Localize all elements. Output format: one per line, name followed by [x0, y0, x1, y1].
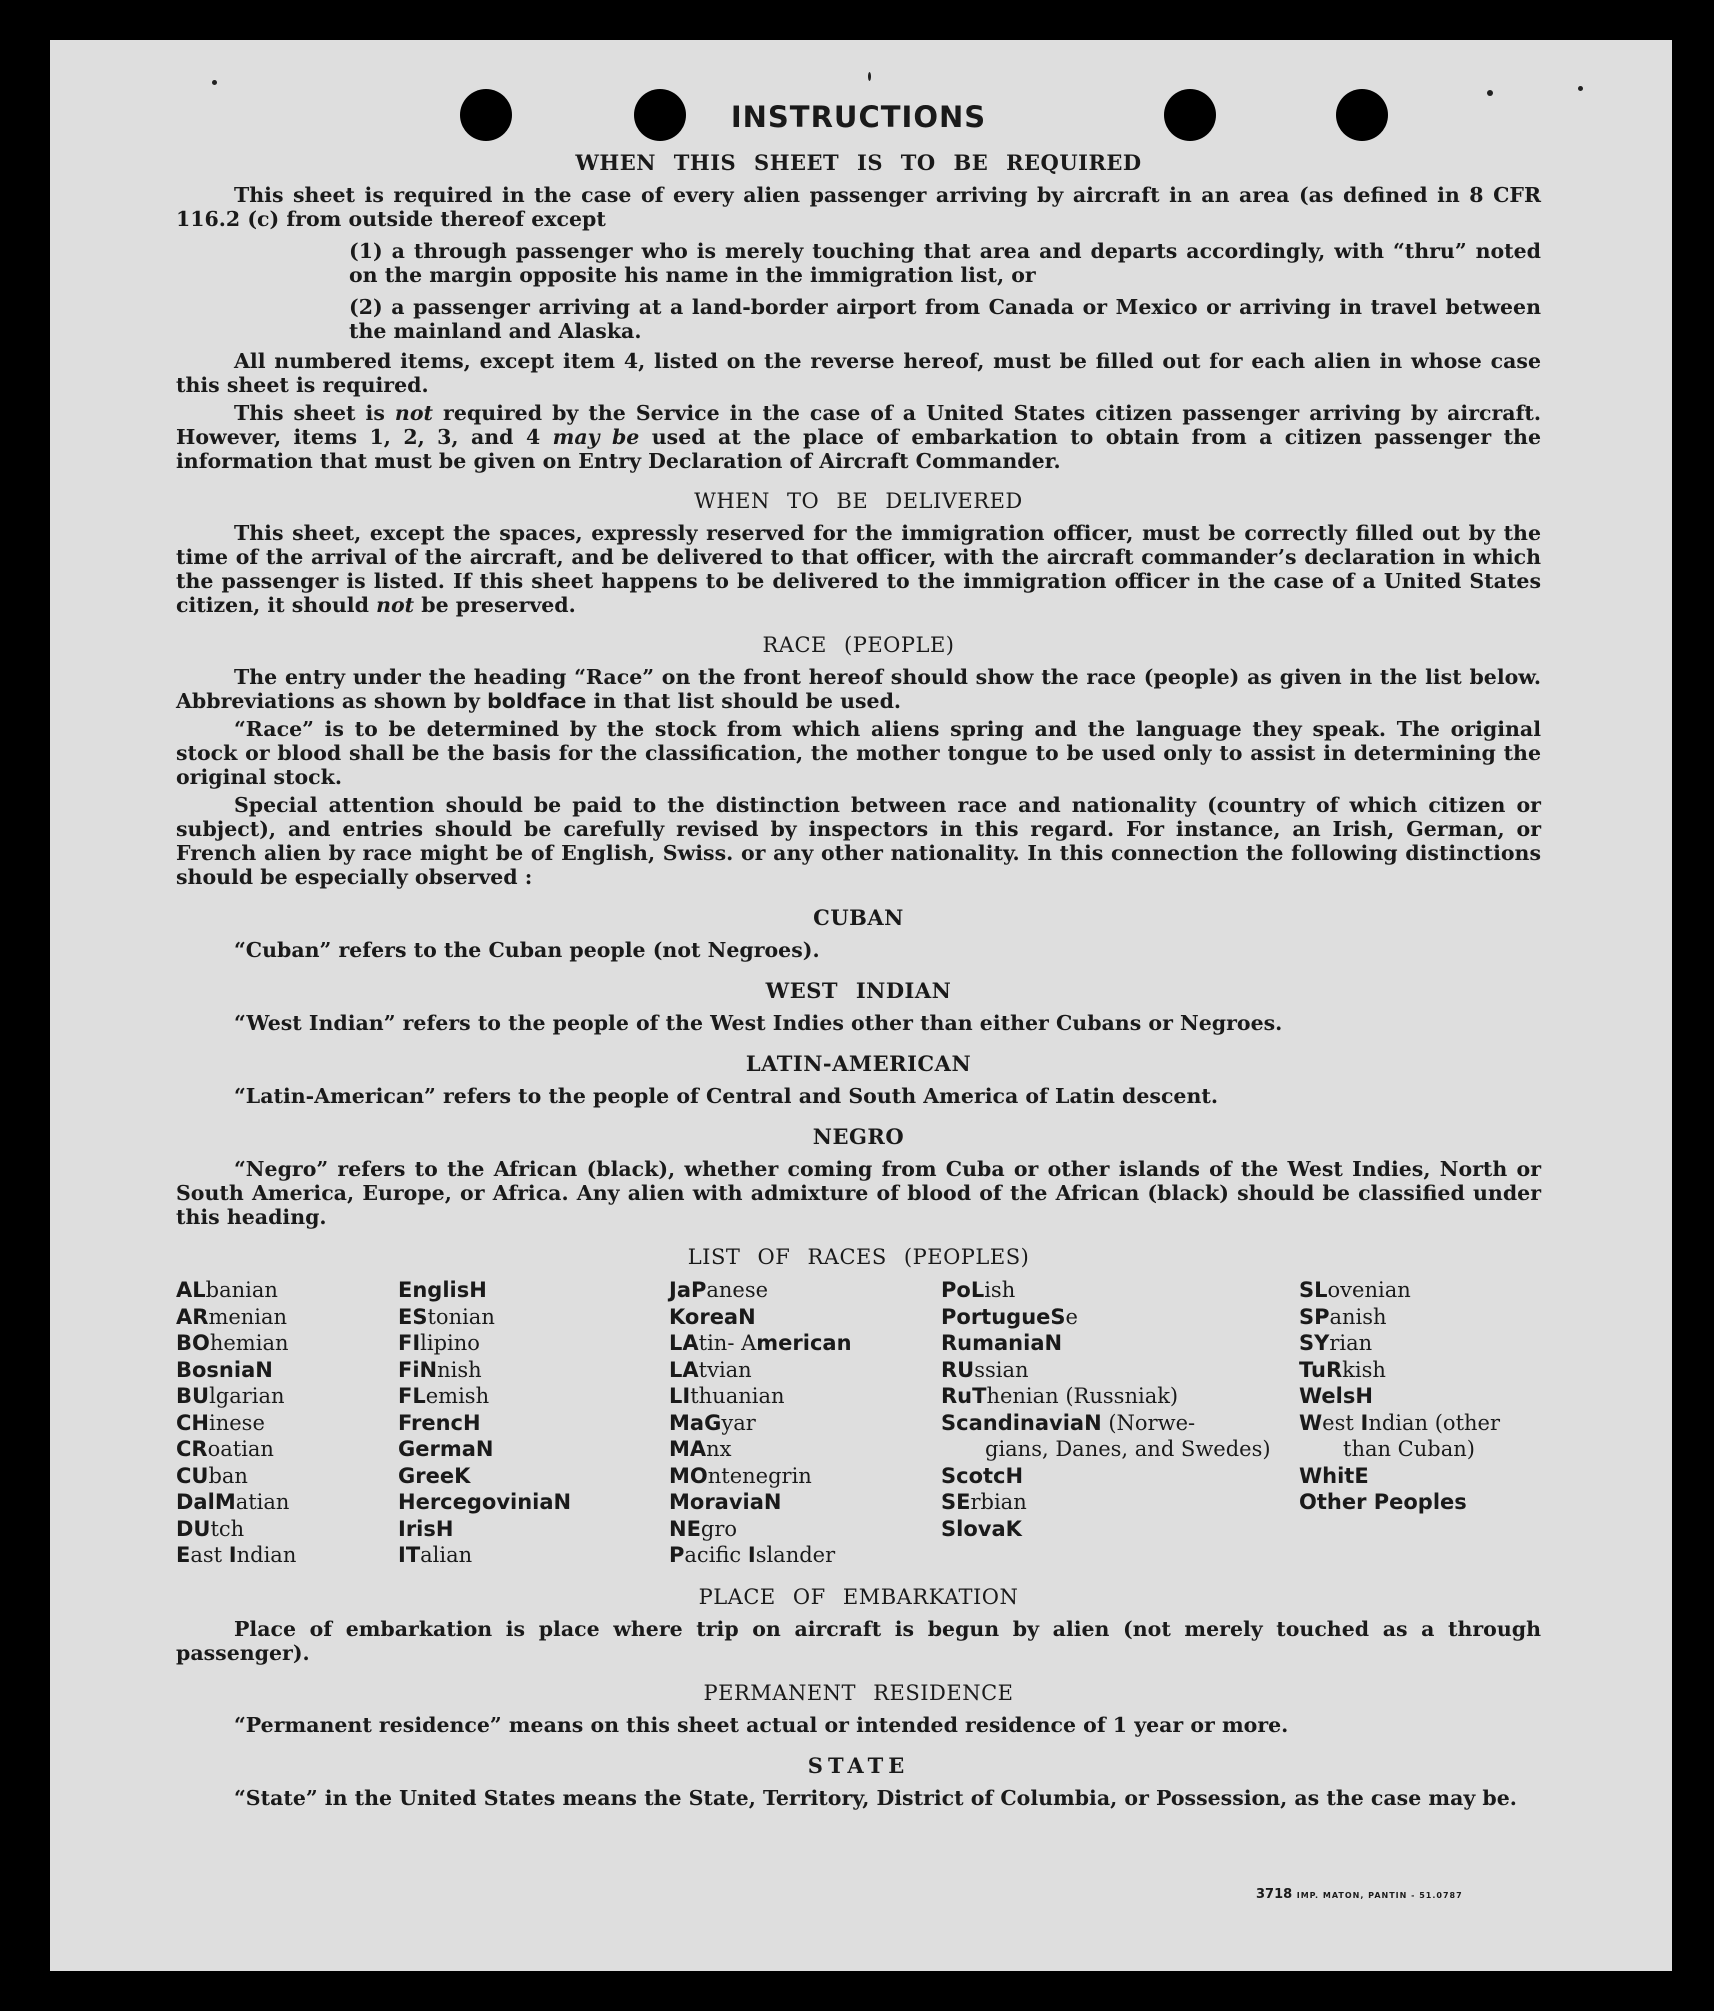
race-entry: FrencH	[398, 1410, 481, 1435]
race-entry: FIlipino	[398, 1331, 480, 1355]
section-heading-required: WHEN THIS SHEET IS TO BE REQUIRED	[575, 150, 1142, 175]
race-entry: MAnx	[669, 1437, 732, 1461]
race-para-2: “Race” is to be determined by the stock from which aliens spring and the language they speak. The original stock or blood shall be the basis for the classification, the mother tongue to be used only to assist in determining the original stock.	[176, 717, 1541, 789]
race-entry: SYrian	[1299, 1331, 1373, 1355]
race-entry: SPanish	[1299, 1304, 1387, 1329]
exception-item-2: (2) a passenger arriving at a land-border airport from Canada or Mexico or arriving in travel between the mainland and Alaska.	[349, 295, 1541, 343]
race-entry: PortugueSe	[941, 1304, 1078, 1329]
race-entry: CRoatian	[176, 1437, 274, 1461]
race-entry: KoreaN	[669, 1304, 756, 1329]
race-entry: GreeK	[398, 1463, 471, 1488]
printer-mark: IMP. MATON, PANTIN - 51.0787	[1296, 1891, 1463, 1900]
speck	[868, 72, 871, 81]
race-entry: TuRkish	[1299, 1357, 1386, 1382]
race-entry: ScandinaviaN (Norwe- gians, Danes, and Swedes)	[941, 1410, 1271, 1461]
speck	[212, 80, 217, 85]
race-entry: West Indian (other than Cuban)	[1299, 1410, 1500, 1461]
race-entry: CHinese	[176, 1410, 265, 1435]
exception-item-1: (1) a through passenger who is merely touching that area and departs accordingly, with “thru” noted on the margin opposite his name in the immigration list, or	[349, 239, 1541, 287]
document-sheet	[50, 40, 1672, 1971]
race-entry: FLemish	[398, 1384, 490, 1408]
race-entry: DUtch	[176, 1516, 245, 1541]
page-title: INSTRUCTIONS	[730, 100, 987, 134]
race-entry: RuThenian (Russniak)	[941, 1384, 1179, 1408]
race-entry: WelsH	[1299, 1384, 1373, 1408]
race-entry: ALbanian	[176, 1278, 278, 1302]
section-heading-latin-american: LATIN-AMERICAN	[745, 1051, 972, 1076]
section-heading-west-indian: WEST INDIAN	[765, 978, 952, 1003]
race-entry: ITalian	[398, 1543, 473, 1567]
race-entry: RUssian	[941, 1357, 1029, 1382]
section-heading-residence: PERMANENT RESIDENCE	[703, 1680, 1014, 1705]
race-entry: LIthuanian	[669, 1384, 785, 1408]
race-entry: PoLish	[941, 1278, 1016, 1302]
race-entry: Pacific Islander	[669, 1543, 836, 1567]
section-heading-state: STATE	[807, 1752, 910, 1778]
form-number: 3718	[1256, 1887, 1293, 1902]
race-entry: MOntenegrin	[669, 1463, 812, 1488]
section-heading-negro: NEGRO	[812, 1124, 905, 1149]
cuban-text: “Cuban” refers to the Cuban people (not Negroes).	[234, 938, 820, 962]
race-para-3: Special attention should be paid to the distinction between race and nationality (country of which citizen or subject), and entries should be carefully revised by inspectors in this regard. For instance, an Irish, German, or French alien by race might be of English, Swiss. or any other nationality. In this connection the following distinctions should be especially observed :	[176, 793, 1541, 889]
section-heading-embarkation: PLACE OF EMBARKATION	[698, 1584, 1019, 1609]
race-entry: MoraviaN	[669, 1490, 782, 1514]
speck	[1487, 90, 1493, 96]
race-entry: East Indian	[176, 1543, 297, 1567]
race-entry: MaGyar	[669, 1410, 756, 1435]
race-entry: LAtvian	[669, 1357, 752, 1382]
race-entry: SErbian	[941, 1490, 1027, 1514]
race-entry: RumaniaN	[941, 1331, 1063, 1355]
race-entry: CUban	[176, 1463, 248, 1488]
race-entry: SLovenian	[1299, 1278, 1411, 1302]
state-text: “State” in the United States means the State, Territory, District of Columbia, or Possession, as the case may be.	[234, 1785, 1517, 1810]
speck	[1578, 86, 1583, 91]
required-para-2: All numbered items, except item 4, listed on the reverse hereof, must be filled out for each alien in whose case this sheet is required.	[176, 349, 1541, 397]
race-para-1: The entry under the heading “Race” on the front hereof should show the race (people) as given in the list below. Abbreviations as shown by boldface in that list should be used.	[176, 665, 1541, 713]
required-intro: This sheet is required in the case of every alien passenger arriving by aircraft in an area (as defined in 8 CFR 116.2 (c) from outside thereof except	[176, 183, 1541, 231]
race-entry: EnglisH	[398, 1278, 487, 1302]
residence-text: “Permanent residence” means on this sheet actual or intended residence of 1 year or more.	[234, 1712, 1289, 1737]
race-column-5	[1299, 1277, 1541, 1569]
race-column-4	[941, 1277, 1299, 1569]
race-entry: ScotcH	[941, 1463, 1024, 1488]
race-entry: ARmenian	[176, 1304, 288, 1329]
race-entry: BosniaN	[176, 1357, 273, 1382]
race-column-3	[669, 1277, 941, 1569]
race-entry: EStonian	[398, 1304, 495, 1329]
race-column-2	[398, 1277, 669, 1569]
race-entry: LAtin- American	[669, 1331, 852, 1355]
delivered-text: This sheet, except the spaces, expressly reserved for the immigration officer, must be correctly filled out by the time of the arrival of the aircraft, and be delivered to that officer, with the aircraft commander’s declaration in which the passenger is listed. If this sheet happens to be delivered to the immigration officer in the case of a United States citizen, it should not be preserved.	[176, 521, 1541, 617]
race-entry: GermaN	[398, 1437, 494, 1461]
race-entry: SlovaK	[941, 1516, 1022, 1541]
race-entry: Other Peoples	[1299, 1490, 1467, 1514]
negro-text: “Negro” refers to the African (black), whether coming from Cuba or other islands of the West Indies, North or South America, Europe, or Africa. Any alien with admixture of blood of the African (black) should be classified under this heading.	[176, 1157, 1541, 1229]
race-column-1	[176, 1277, 398, 1569]
race-entry: NEgro	[669, 1516, 738, 1541]
required-para-3: This sheet is not required by the Service in the case of a United States citizen passenger arriving by aircraft. However, items 1, 2, 3, and 4 may be used at the place of embarkation to obtain from a citizen passenger the information that must be given on Entry Declaration of Aircraft Commander.	[176, 401, 1541, 473]
section-heading-cuban: CUBAN	[813, 905, 904, 930]
latin-american-text: “Latin-American” refers to the people of Central and South America of Latin descent.	[234, 1084, 1218, 1108]
section-heading-race: RACE (PEOPLE)	[762, 633, 955, 657]
embarkation-text: Place of embarkation is place where trip on aircraft is begun by alien (not merely touched as a through passenger).	[176, 1616, 1541, 1665]
race-entry: DalMatian	[176, 1490, 290, 1514]
race-entry: HercegoviniaN	[398, 1490, 572, 1514]
race-list	[176, 1277, 1541, 1569]
instructions-content	[176, 100, 1541, 1814]
race-entry: FiNnish	[398, 1357, 482, 1382]
race-entry: WhitE	[1299, 1463, 1369, 1488]
race-entry: BOhemian	[176, 1331, 289, 1355]
west-indian-text: “West Indian” refers to the people of the West Indies other than either Cubans or Negroes.	[234, 1011, 1283, 1035]
section-heading-list-of-races: LIST OF RACES (PEOPLES)	[687, 1245, 1030, 1269]
race-entry: IrisH	[398, 1516, 454, 1541]
race-entry: JaPanese	[669, 1278, 769, 1302]
section-heading-delivered: WHEN TO BE DELIVERED	[694, 489, 1023, 513]
form-footer	[1256, 1887, 1463, 1902]
race-entry: BUlgarian	[176, 1384, 285, 1408]
